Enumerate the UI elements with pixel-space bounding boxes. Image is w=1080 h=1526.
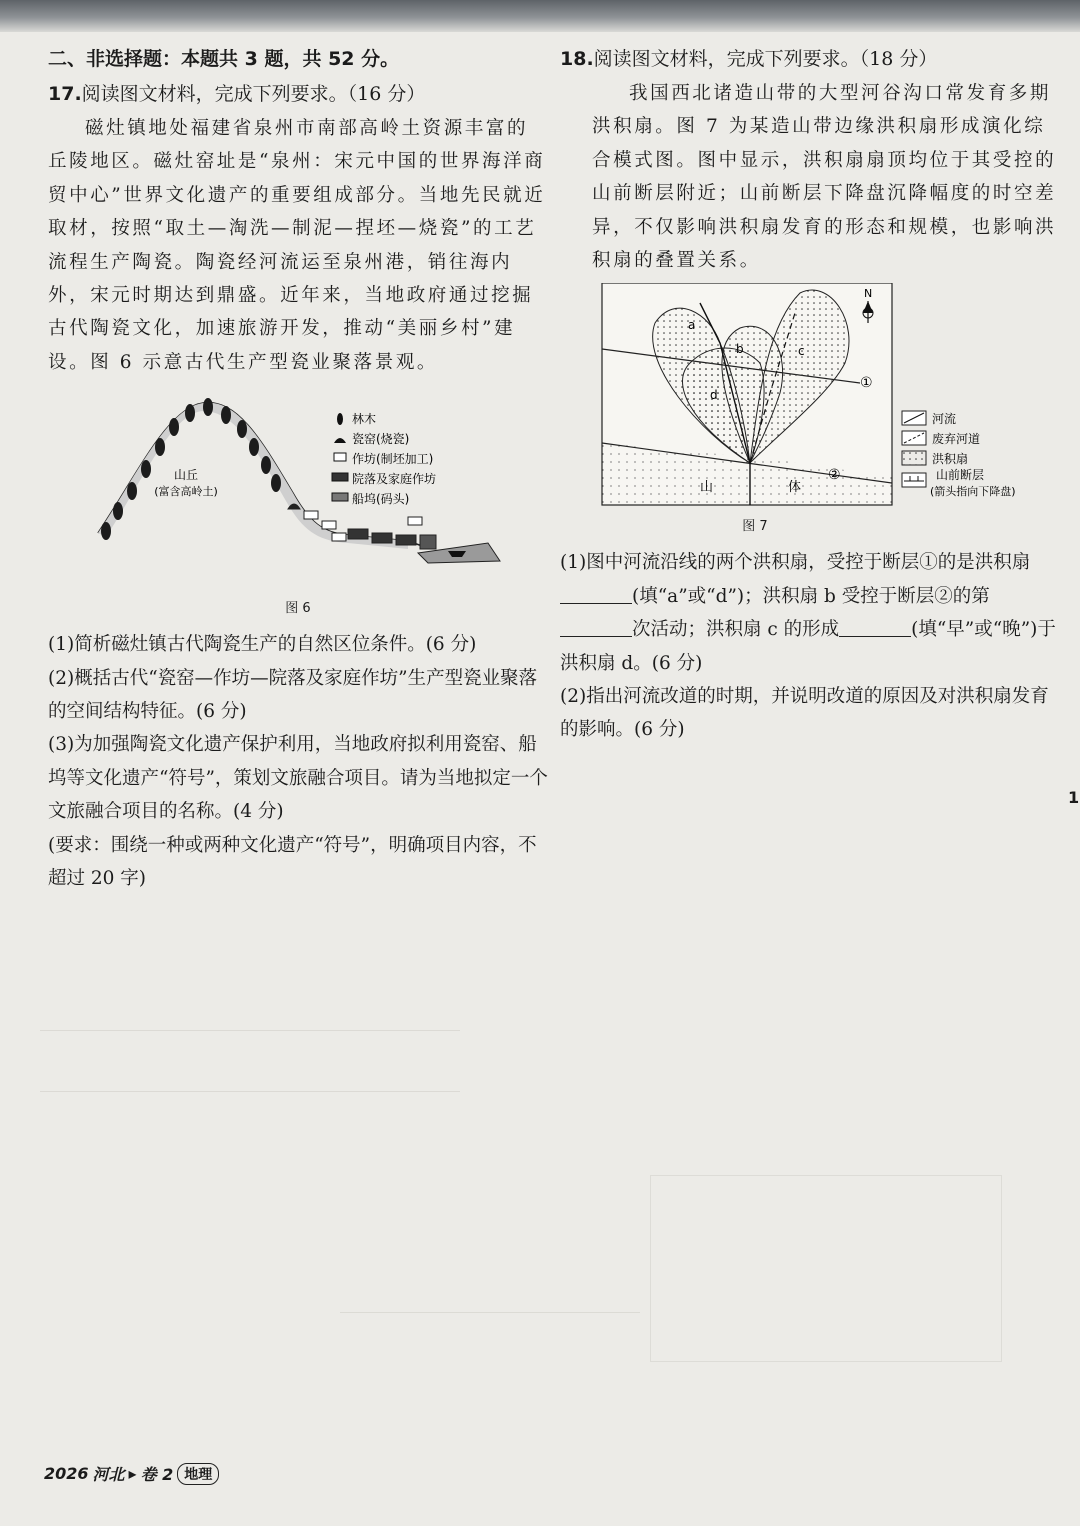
q18-sub1-part-d: (填“早”或“晚”)于洪积扇 d。(6 分) (560, 619, 1056, 674)
q18-sub2: (2)指出河流改道的时期，并说明改道的原因及对洪积扇发育的影响。(6 分) (560, 686, 1049, 741)
legend-courtyard: 院落及家庭作坊 (352, 472, 437, 487)
hill-label: 山丘 (173, 468, 199, 483)
page-number: 1 (1068, 788, 1080, 807)
footer (44, 1462, 219, 1485)
legend-workshop: 作坊(制坯加工) (352, 452, 434, 467)
q17-sub3: (3)为加强陶瓷文化遗产保护利用，当地政府拟利用瓷窑、船坞等文化遗产“符号”，策划文旅融合项目。请为当地拟定一个文旅融合项目的名称。(4 分) (48, 734, 548, 823)
hill-sublabel: (富含高岭土) (154, 485, 218, 499)
q17-sub2: (2)概括古代“瓷窑—作坊—院落及家庭作坊”生产型瓷业聚落的空间结构特征。(6 分) (48, 667, 538, 723)
figure-6-illustration (48, 383, 548, 593)
figure-7-legend (902, 411, 1016, 498)
q17-number: 17. (48, 83, 82, 105)
legend-dock-icon (332, 493, 348, 501)
legend-tree: 林木 (352, 412, 377, 427)
section-header: 二、非选择题：本题共 3 题，共 52 分。 (48, 48, 400, 70)
q18-sub1-part-b: (填“a”或“d”)；洪积扇 b 受控于断层②的第 (632, 585, 990, 607)
q18-heading (560, 44, 1060, 71)
fan-label-a: a (688, 318, 696, 333)
answer-blank-2[interactable] (560, 618, 632, 638)
q18-sub1-part-a: (1)图中河流沿线的两个洪积扇，受控于断层①的是洪积扇 (560, 552, 1031, 574)
figure-7 (560, 283, 1050, 511)
legend-river: 河流 (932, 412, 957, 427)
mountain-label-1: 山 (700, 480, 714, 496)
legend-fan: 洪积扇 (932, 452, 969, 467)
legend-tree-icon (337, 413, 343, 425)
figure-7-illustration (560, 283, 1050, 511)
fan-label-b: b (736, 342, 744, 357)
q17-instruction: 阅读图文材料，完成下列要求。（16 分） (81, 83, 426, 105)
q18-number: 18. (560, 48, 594, 70)
fault-label-2: ② (828, 467, 841, 484)
legend-kiln-icon (334, 438, 346, 443)
q17-heading (48, 79, 548, 106)
legend-courtyard-icon (332, 473, 348, 481)
q18-instruction: 阅读图文材料，完成下列要求。（18 分） (593, 48, 938, 70)
legend-fan-icon (902, 451, 926, 465)
figure-6-legend (332, 411, 436, 506)
legend-fault-note: (箭头指向下降盘) (930, 485, 1016, 499)
footer-paper: 卷 2 (140, 1465, 174, 1484)
answer-blank-1[interactable] (560, 584, 632, 604)
fault-label-1: ① (860, 375, 873, 392)
fan-label-c: c (798, 344, 805, 359)
legend-fault: 山前断层 (936, 468, 985, 483)
figure-6 (48, 383, 548, 593)
figure-7-caption: 图 7 (742, 519, 768, 535)
figure-6-caption: 图 6 (285, 601, 311, 617)
q17-sub3-requirement: (要求：围绕一种或两种文化遗产“符号”，明确项目内容，不超过 20 字) (48, 834, 537, 890)
right-column (560, 44, 1060, 747)
legend-kiln: 瓷窑(烧瓷) (352, 432, 410, 447)
north-label: N (864, 287, 873, 301)
footer-year: 2026 (44, 1464, 89, 1483)
bleed-through-lines (40, 890, 540, 1290)
answer-blank-3[interactable] (839, 618, 911, 638)
legend-abandoned: 废弃河道 (932, 432, 981, 447)
legend-workshop-icon (334, 453, 346, 461)
dock-icon (420, 535, 436, 549)
left-column (48, 44, 548, 896)
q18-sub1 (560, 546, 1060, 680)
mountain-label-2: 体 (788, 480, 802, 496)
q18-material: 我国西北诸造山带的大型河谷沟口常发育多期洪积扇。图 7 为某造山带边缘洪积扇形成演化综合模式图。图中显示，洪积扇扇顶均位于其受控的山前断层附近；山前断层下降盘沉降幅度的时空差异，不仅影响洪积扇发育的形态和规模，也影响洪积扇的叠置关系。 (592, 83, 1057, 272)
legend-fault-icon (902, 473, 926, 487)
footer-subject-badge: 地理 (177, 1463, 219, 1485)
q17-material: 磁灶镇地处福建省泉州市南部高岭土资源丰富的丘陵地区。磁灶窑址是“泉州：宋元中国的世界海洋商贸中心”世界文化遗产的重要组成部分。当地先民就近取材，按照“取土—淘洗—制泥—捏坯—烧瓷”的工艺流程生产陶瓷。陶瓷经河流运至泉州港，销往海内外，宋元时期达到鼎盛。近年来，当地政府通过挖掘古代陶瓷文化，加速旅游开发，推动“美丽乡村”建设。图 6 示意古代生产型瓷业聚落景观。 (48, 118, 546, 373)
legend-dock: 船坞(码头) (352, 492, 410, 507)
fan-label-d: d (710, 388, 718, 403)
bleed-through-box (650, 1175, 1002, 1362)
q18-sub1-part-c: 次活动；洪积扇 c 的形成 (632, 619, 840, 641)
footer-arrow-icon: ▸ (128, 1464, 137, 1483)
footer-region: 河北 (92, 1465, 125, 1484)
q17-sub1: (1)简析磁灶镇古代陶瓷生产的自然区位条件。(6 分) (48, 634, 477, 656)
scan-top-edge (0, 0, 1080, 32)
